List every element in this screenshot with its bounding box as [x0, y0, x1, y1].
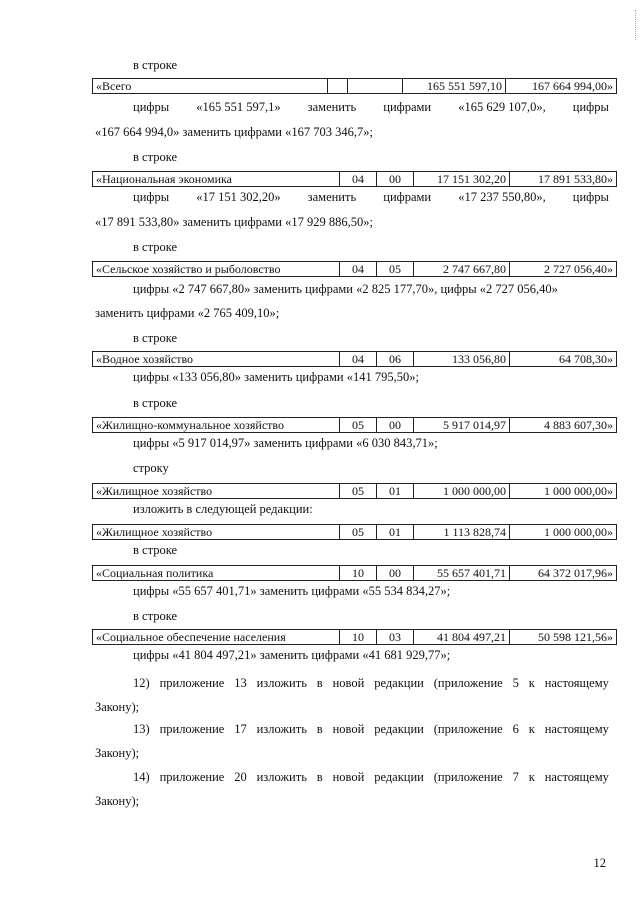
- row-section: 04: [340, 172, 377, 186]
- row-value-1: 165 551 597,10: [403, 79, 506, 93]
- row-section: [328, 79, 348, 93]
- table-row: [92, 261, 617, 277]
- row-value-2: 4 883 607,30»: [544, 418, 613, 432]
- row-name: «Всего: [93, 79, 328, 93]
- row-value-2: 64 372 017,96»: [538, 566, 613, 580]
- block-intro: строку: [133, 461, 169, 475]
- list-item: 12) приложение 13 изложить в новой редакции (приложение 5 к настоящему: [133, 676, 609, 690]
- row-subsection: 06: [377, 352, 414, 366]
- row-value-1: 1 000 000,00: [414, 484, 510, 498]
- row-name: «Водное хозяйство: [93, 352, 340, 366]
- table-row: [92, 351, 617, 367]
- table-row: [92, 565, 617, 581]
- row-value-1: 133 056,80: [414, 352, 510, 366]
- row-value-2: 64 708,30»: [559, 352, 613, 366]
- row-value-2: 17 891 533,80»: [538, 172, 613, 186]
- row-section: 10: [340, 630, 377, 644]
- block-intro: в строке: [133, 609, 178, 623]
- row-name: «Жилищное хозяйство: [93, 484, 340, 498]
- row-section: 04: [340, 262, 377, 276]
- row-name: «Социальное обеспечение населения: [93, 630, 340, 644]
- replace-line: цифры «41 804 497,21» заменить цифрами «41 681 929,77»;: [133, 648, 451, 662]
- table-row: [92, 524, 617, 540]
- row-subsection: 00: [377, 172, 414, 186]
- replace-line: цифры «165 551 597,1» заменить цифрами «165 629 107,0», цифры: [133, 100, 609, 114]
- row-subsection: 01: [377, 484, 414, 498]
- row-name: «Жилищно-коммунальное хозяйство: [93, 418, 340, 432]
- replace-line: цифры «55 657 401,71» заменить цифрами «55 534 834,27»;: [133, 584, 451, 598]
- list-item: 13) приложение 17 изложить в новой редакции (приложение 6 к настоящему: [133, 722, 609, 736]
- block-intro: в строке: [133, 543, 178, 557]
- block-intro: в строке: [133, 331, 178, 345]
- replace-line-cont: «17 891 533,80» заменить цифрами «17 929 886,50»;: [95, 215, 373, 229]
- list-item: 14) приложение 20 изложить в новой редакции (приложение 7 к настоящему: [133, 770, 609, 784]
- row-subsection: 00: [377, 566, 414, 580]
- row-value-1: 55 657 401,71: [414, 566, 510, 580]
- table-row: [92, 417, 617, 433]
- row-value-2: 1 000 000,00»: [544, 484, 613, 498]
- row-subsection: 03: [377, 630, 414, 644]
- row-subsection: 05: [377, 262, 414, 276]
- replace-line: цифры «2 747 667,80» заменить цифрами «2 825 177,70», цифры «2 727 056,40»: [133, 282, 558, 296]
- replace-line: изложить в следующей редакции:: [133, 502, 313, 516]
- block-intro: в строке: [133, 150, 178, 164]
- table-row: [92, 78, 617, 94]
- row-name: «Сельское хозяйство и рыболовство: [93, 262, 340, 276]
- list-item-cont: Закону);: [95, 794, 140, 808]
- block-intro: в строке: [133, 396, 178, 410]
- row-subsection: 01: [377, 525, 414, 539]
- list-item-cont: Закону);: [95, 700, 140, 714]
- row-value-2: 50 598 121,56»: [538, 630, 613, 644]
- list-item-cont: Закону);: [95, 746, 140, 760]
- row-name: «Жилищное хозяйство: [93, 525, 340, 539]
- row-value-1: 2 747 667,80: [414, 262, 510, 276]
- row-section: 05: [340, 525, 377, 539]
- replace-line-cont: заменить цифрами «2 765 409,10»;: [95, 306, 280, 320]
- row-section: 05: [340, 484, 377, 498]
- block-intro: в строке: [133, 240, 178, 254]
- replace-line-cont: «167 664 994,0» заменить цифрами «167 703 346,7»;: [95, 125, 373, 139]
- row-value-1: 5 917 014,97: [414, 418, 510, 432]
- row-value-1: 1 113 828,74: [414, 525, 510, 539]
- replace-line: цифры «133 056,80» заменить цифрами «141 795,50»;: [133, 370, 419, 384]
- row-section: 04: [340, 352, 377, 366]
- page-number: 12: [593, 856, 606, 870]
- row-name: «Национальная экономика: [93, 172, 340, 186]
- replace-line: цифры «17 151 302,20» заменить цифрами «17 237 550,80», цифры: [133, 190, 609, 204]
- row-section: 05: [340, 418, 377, 432]
- scan-margin-mark: [634, 10, 636, 40]
- row-section: 10: [340, 566, 377, 580]
- replace-line: цифры «5 917 014,97» заменить цифрами «6 030 843,71»;: [133, 436, 438, 450]
- row-value-2: 2 727 056,40»: [544, 262, 613, 276]
- row-value-2: 1 000 000,00»: [544, 525, 613, 539]
- table-row: [92, 171, 617, 187]
- table-row: [92, 629, 617, 645]
- row-name: «Социальная политика: [93, 566, 340, 580]
- table-row: [92, 483, 617, 499]
- row-subsection: [348, 79, 403, 93]
- row-value-1: 41 804 497,21: [414, 630, 510, 644]
- row-subsection: 00: [377, 418, 414, 432]
- block-intro: в строке: [133, 58, 178, 72]
- row-value-2: 167 664 994,00»: [532, 79, 613, 93]
- row-value-1: 17 151 302,20: [414, 172, 510, 186]
